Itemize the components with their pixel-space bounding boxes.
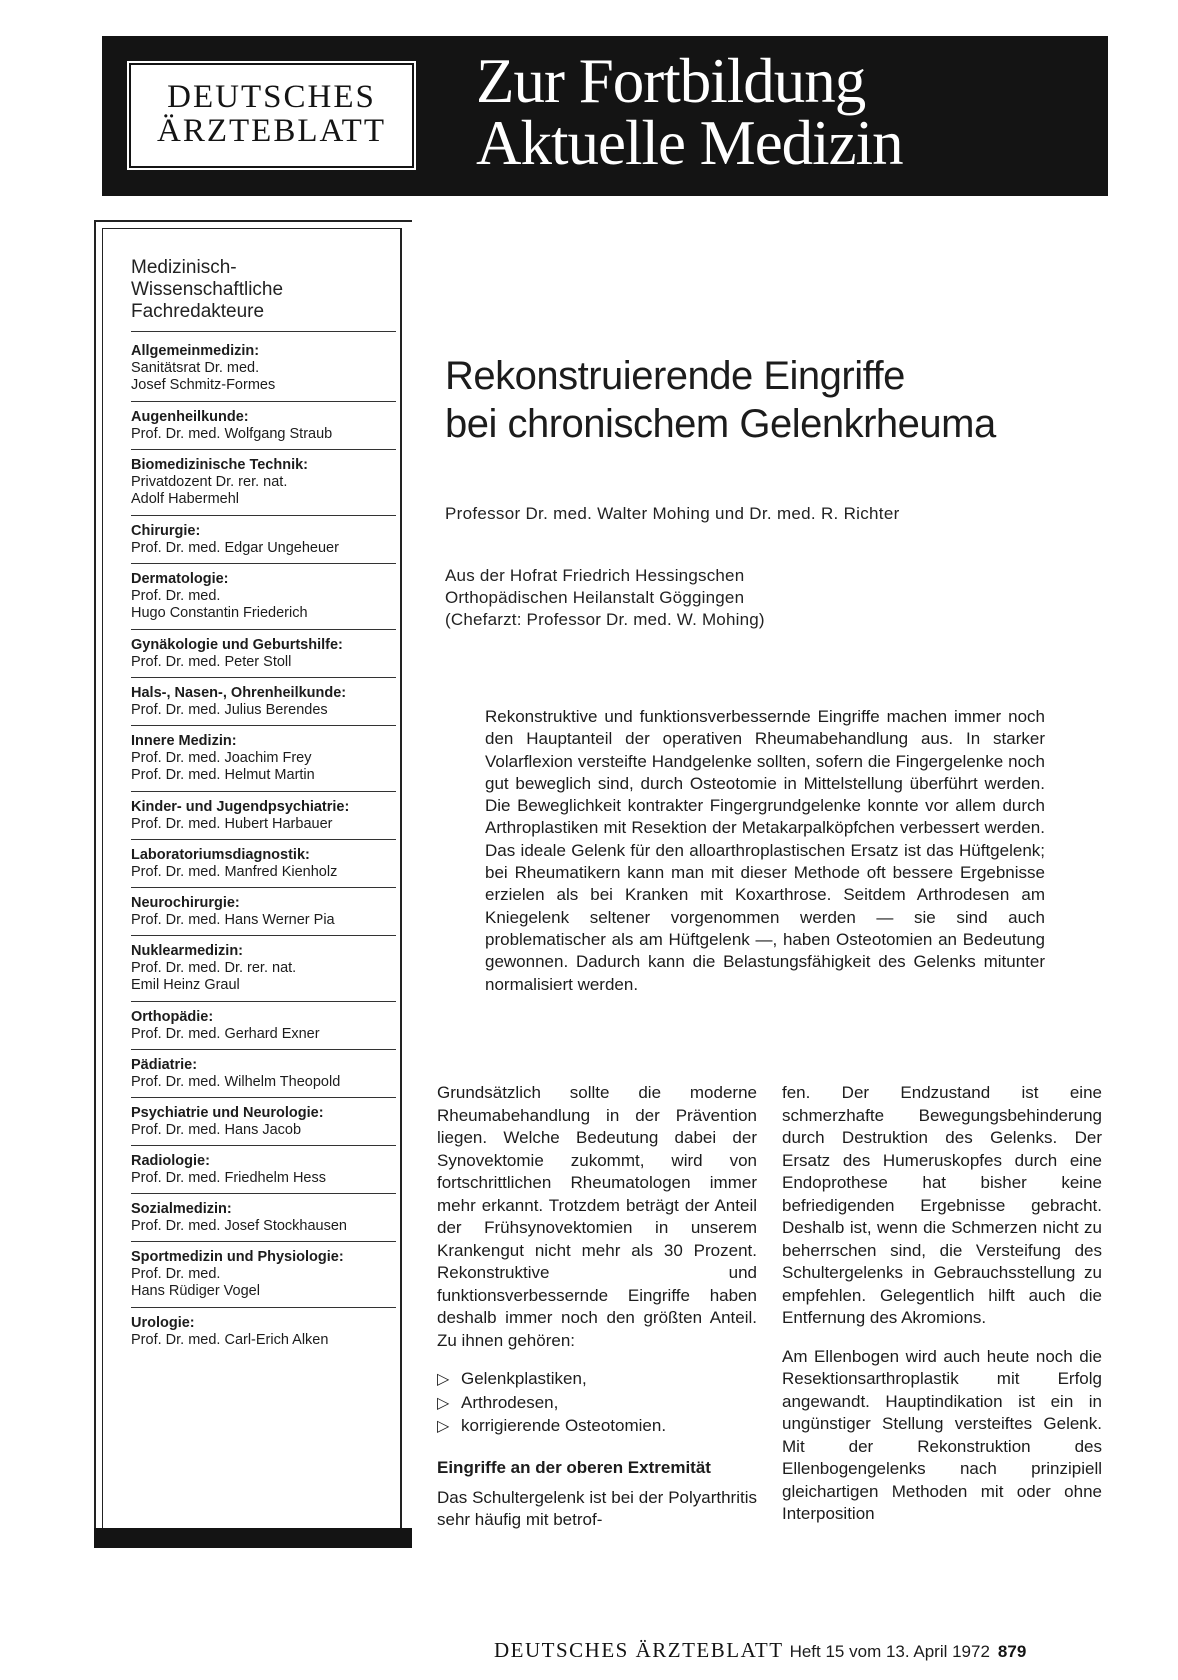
list-item-text: Arthrodesen, [461,1392,559,1412]
editor-names: Prof. Dr. med. Edgar Ungeheuer [131,540,339,556]
editors-sidebar-frame [102,228,402,1536]
footer-issue: Heft 15 vom 13. April 1972 [789,1642,990,1661]
divider [131,791,396,792]
editors-heading-line-1: Medizinisch- [131,257,237,278]
editor-entry [131,457,401,508]
triangle-bullet-icon: ▷ [437,1418,450,1435]
editor-entry [131,523,401,557]
list-item-text: Gelenkplastiken, [461,1369,587,1388]
divider [131,1001,396,1002]
editor-names: Prof. Dr. med. Manfred Kienholz [131,864,338,880]
editor-entry [131,733,401,784]
body-column-1 [437,1082,757,1532]
editor-names: Prof. Dr. med. Dr. rer. nat. Emil Heinz Graul [131,960,297,993]
divider [131,449,396,450]
editor-entry [131,637,401,671]
logo-line-1: DEUTSCHES [167,79,376,115]
editor-names: Prof. Dr. med. Hubert Harbauer [131,816,333,832]
section-title-line-1: Zur Fortbildung [476,46,866,116]
editor-names: Prof. Dr. med. Carl-Erich Alken [131,1332,329,1348]
divider [131,563,396,564]
magazine-logo [129,63,414,168]
editor-entry [131,1105,401,1139]
editor-entry [131,847,401,881]
editors-sidebar [94,220,412,1546]
affiliation-line-1: Aus der Hofrat Friedrich Hessingschen [445,566,745,585]
editor-names: Sanitätsrat Dr. med. Josef Schmitz-Formes [131,360,276,393]
editor-names: Prof. Dr. med. Josef Stockhausen [131,1218,347,1234]
editor-names: Prof. Dr. med. Hans Jacob [131,1122,302,1138]
divider [131,1241,396,1242]
divider [131,1193,396,1194]
body-column-2 [782,1082,1102,1526]
specialty-label: Gynäkologie und Geburtshilfe: [131,637,343,653]
divider [131,725,396,726]
specialty-label: Sportmedizin und Physiologie: [131,1249,344,1265]
editor-entry [131,1009,401,1043]
editor-entry [131,685,401,719]
editor-names: Prof. Dr. med. Wolfgang Straub [131,426,333,442]
editor-entry [131,571,401,622]
divider [131,1097,396,1098]
triangle-bullet-icon: ▷ [437,1371,450,1388]
specialty-label: Augenheilkunde: [131,409,249,425]
section-title-line-2: Aktuelle Medizin [476,108,903,178]
triangle-bullet-icon: ▷ [437,1394,450,1412]
specialty-label: Pädiatrie: [131,1057,198,1073]
editor-names: Prof. Dr. med. Gerhard Exner [131,1026,320,1042]
editor-entry [131,1201,401,1235]
divider [131,935,396,936]
specialty-label: Chirurgie: [131,523,201,539]
editor-entry [131,1057,401,1091]
divider [131,839,396,840]
editor-entry [131,1153,401,1187]
divider [131,1049,396,1050]
editor-entry [131,1249,401,1300]
affiliation-line-2: Orthopädischen Heilanstalt Göggingen [445,588,745,607]
specialty-label: Sozialmedizin: [131,1201,232,1217]
specialty-label: Allgemeinmedizin: [131,343,260,359]
list-item-text: korrigierende Osteotomien. [461,1416,667,1435]
specialty-label: Innere Medizin: [131,733,237,749]
article-title [445,352,1095,448]
article-title-line-2: bei chronischem Gelenkrheuma [445,402,996,446]
divider [131,515,396,516]
editor-names: Prof. Dr. med. Hans Werner Pia [131,912,335,928]
divider [131,887,396,888]
body-paragraph: Am Ellenbogen wird auch heute noch die Resektionsarthroplastik mit Erfolg angewandt. Hauptindikation ist ein in ungünstiger Stellung versteiftes Gelenk. Mit der Rekonstruktion des Ellenbogengelenks nach prinzipiell gleichartigen Methoden mit oder ohne Interposition [782,1346,1102,1523]
article-authors: Professor Dr. med. Walter Mohing und Dr. med. R. Richter [445,504,900,523]
specialty-label: Radiologie: [131,1153,210,1169]
divider [131,1307,396,1308]
editor-names: Privatdozent Dr. rer. nat. Adolf Habermehl [131,474,288,507]
editor-names: Prof. Dr. med. Hugo Constantin Friederich [131,588,308,621]
specialty-label: Urologie: [131,1315,195,1331]
editor-entry [131,895,401,929]
article-title-line-1: Rekonstruierende Eingriffe [445,354,905,398]
list-item [437,1392,757,1416]
divider [131,401,396,402]
specialty-label: Psychiatrie und Neurologie: [131,1105,324,1121]
section-subheading: Eingriffe an der oberen Extremität [437,1457,711,1477]
specialty-label: Dermatologie: [131,571,229,587]
editor-entry [131,343,401,394]
specialty-label: Hals-, Nasen-, Ohrenheilkunde: [131,685,347,701]
article-affiliation [445,565,765,631]
editor-entry [131,409,401,443]
specialty-label: Orthopädie: [131,1009,214,1025]
specialty-label: Nuklearmedizin: [131,943,243,959]
article-abstract: Rekonstruktive und funktionsverbessernde Eingriffe machen immer noch den Hauptanteil der operativen Rheumabehandlung aus. In starker Volarflexion versteifte Handgelenke sollten, sofern die Fingergelenke noch gut beweglich sind, durch Osteotomie in Mittelstellung überführt werden. Die Beweglichkeit kontrakter Fingergrundgelenke konnte vor allem durch Arthroplastiken mit Resektion der Metakarpalköpfchen verbessert werden. Das ideale Gelenk für den alloarthroplastischen Ersatz ist das Hüftgelenk; bei Rheumatikern kann man mit dieser Methode oft bessere Ergebnisse erzielen als bei Kranken mit Koxarthrose. Seitdem Arthrodesen am Kniegelenk seltener vorgenommen werden — sie sind auch problematischer als am Hüftgelenk —, haben Osteotomien an Bedeutung gewonnen. Dadurch kann die Belastungsfähigkeit des Gelenks mitunter normalisiert werden. [485,707,1045,994]
editors-heading-line-2: Wissenschaftliche [131,279,284,300]
divider [131,331,396,332]
editor-names: Prof. Dr. med. Joachim Frey Prof. Dr. med. Helmut Martin [131,750,315,783]
editor-entry [131,1315,401,1349]
affiliation-line-3: (Chefarzt: Professor Dr. med. W. Mohing) [445,610,765,629]
divider [131,677,396,678]
body-paragraph: Das Schultergelenk ist bei der Polyarthritis sehr häufig mit betrof- [437,1487,757,1529]
sidebar-bottom-bar [94,1528,412,1548]
editors-heading-line-3: Fachredakteure [131,301,265,322]
editor-entry [131,943,401,994]
procedure-list [437,1368,757,1439]
specialty-label: Biomedizinische Technik: [131,457,308,473]
header-banner [102,36,1108,196]
list-item [437,1368,757,1392]
footer-magazine-name: DEUTSCHES ÄRZTEBLATT [494,1638,784,1662]
editors-heading [131,257,381,323]
page-footer [494,1638,1104,1663]
divider [131,1145,396,1146]
editor-names: Prof. Dr. med. Peter Stoll [131,654,292,670]
editor-names: Prof. Dr. med. Wilhelm Theopold [131,1074,341,1090]
specialty-label: Neurochirurgie: [131,895,240,911]
editor-entry [131,799,401,833]
editor-names: Prof. Dr. med. Friedhelm Hess [131,1170,326,1186]
body-paragraph: Grundsätzlich sollte die moderne Rheumabehandlung in der Prävention liegen. Welche Bedeutung dabei der Synovektomie zukommt, wird von fortschrittlichen Rheumatologen immer mehr erkannt. Trotzdem beträgt der Anteil der Frühsynovektomien in unserem Krankengut nicht mehr als 30 Prozent. Rekonstruktive und funktionsverbessernde Eingriffe haben deshalb immer noch den größten Anteil. Zu ihnen gehören: [437,1083,757,1350]
editor-names: Prof. Dr. med. Hans Rüdiger Vogel [131,1266,260,1299]
divider [131,629,396,630]
page-number: 879 [997,1642,1027,1661]
list-item [437,1415,757,1439]
body-paragraph: fen. Der Endzustand ist eine schmerzhafte Bewegungsbehinderung durch Destruktion des Gelenks. Der Ersatz des Humeruskopfes durch eine Endoprothese hat bisher keine befriedigenden Ergebnisse gebracht. Deshalb ist, wenn die Schmerzen nicht zu beherrschen sind, die Versteifung des Schultergelenks in Gebrauchsstellung zu empfehlen. Gelegentlich hilft auch die Entfernung des Akromions. [782,1083,1102,1327]
editor-names: Prof. Dr. med. Julius Berendes [131,702,328,718]
logo-line-2: ÄRZTEBLATT [157,113,386,149]
section-title [476,46,903,178]
specialty-label: Laboratoriumsdiagnostik: [131,847,310,863]
specialty-label: Kinder- und Jugendpsychiatrie: [131,799,350,815]
